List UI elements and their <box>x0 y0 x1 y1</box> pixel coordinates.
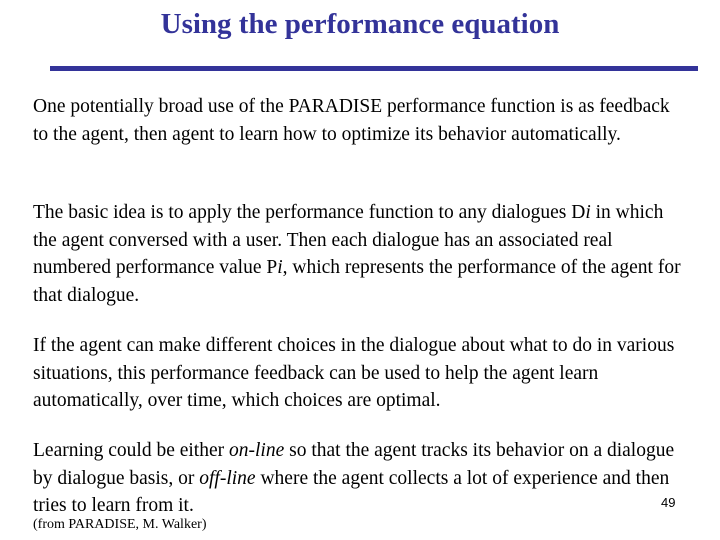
source-credit: (from PARADISE, M. Walker) <box>33 517 207 532</box>
paragraph-feedback <box>33 93 683 148</box>
slide-title: Using the performance equation <box>160 8 560 40</box>
paragraph-choices <box>33 332 683 415</box>
paragraph-learning-modes <box>33 437 683 520</box>
text-run: where the agent collects a lot of experience and then tries to learn from it. <box>33 467 670 516</box>
text-run: i <box>277 257 283 278</box>
paragraph-basic-idea <box>33 199 683 309</box>
text-run: in which the agent conversed with a user. Then each dialogue has an associated real numbered performance value P <box>33 202 664 278</box>
title-divider <box>50 66 698 71</box>
text-run: so that the agent tracks its behavior on a dialogue by dialogue basis, or <box>33 440 675 489</box>
text-run: on-line <box>229 440 285 461</box>
text-run: The basic idea is to apply the performance function to any dialogues D <box>33 202 586 223</box>
text-run: One potentially broad use of the PARADISE performance function is as feedback to the agent, then agent to learn how to optimize its behavior automatically. <box>33 96 670 145</box>
text-run: off-line <box>199 467 256 489</box>
text-run: , which represents the performance of the agent for that dialogue. <box>33 257 681 306</box>
slide-number: 49 <box>661 495 676 510</box>
text-run: i <box>585 202 591 223</box>
text-run: Learning could be either <box>33 440 229 461</box>
text-run: If the agent can make different choices in the dialogue about what to do in various situations, this performance feedback can be used to help the agent learn automatically, over time, which choices are optimal. <box>33 335 675 411</box>
